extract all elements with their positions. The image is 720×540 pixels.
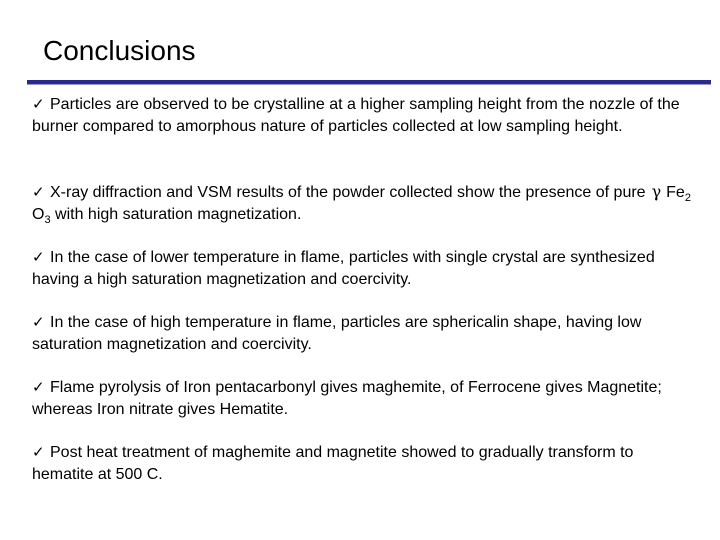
- bullet-text: Post heat treatment of maghemite and magnetite showed to gradually transform to hematite at 500 C.: [32, 444, 634, 483]
- checkmark-icon: ✓: [32, 443, 45, 461]
- formula-fe: Fe: [666, 184, 685, 201]
- bullet-low-temperature: [32, 246, 692, 291]
- checkmark-icon: ✓: [32, 95, 45, 113]
- formula-o-subscript: 3: [44, 214, 51, 226]
- bullet-text-continued: with high saturation magnetization.: [55, 206, 302, 223]
- slide-title: Conclusions: [43, 35, 196, 66]
- gamma-symbol: γ: [651, 182, 662, 201]
- checkmark-icon: ✓: [32, 183, 45, 201]
- bullet-flame-pyrolysis: [32, 376, 692, 421]
- formula-fe-subscript: 2: [684, 192, 691, 204]
- bullet-text: Particles are observed to be crystalline at a higher sampling height from the nozzle of the burner compared to amorphous nature of particles collected at low sampling height.: [32, 96, 680, 135]
- formula-o: O: [32, 206, 45, 223]
- bullet-text: Flame pyrolysis of Iron pentacarbonyl gives maghemite, of Ferrocene gives Magnetite; whereas Iron nitrate gives Hematite.: [32, 379, 662, 418]
- checkmark-icon: ✓: [32, 313, 45, 331]
- checkmark-icon: ✓: [32, 248, 45, 266]
- bullet-high-temperature: [32, 311, 692, 356]
- bullet-crystallinity: [32, 93, 692, 138]
- bullet-xrd-vsm: [32, 181, 692, 226]
- checkmark-icon: ✓: [32, 378, 45, 396]
- bullet-heat-treatment: [32, 441, 692, 486]
- title-underline-shadow: [27, 84, 711, 85]
- bullet-text: In the case of lower temperature in flame, particles with single crystal are synthesized having a high saturation magnetization and coercivity.: [32, 249, 655, 288]
- bullet-text: X-ray diffraction and VSM results of the powder collected show the presence of pure: [50, 184, 646, 201]
- bullet-text: In the case of high temperature in flame, particles are sphericalin shape, having low saturation magnetization and coercivity.: [32, 314, 642, 353]
